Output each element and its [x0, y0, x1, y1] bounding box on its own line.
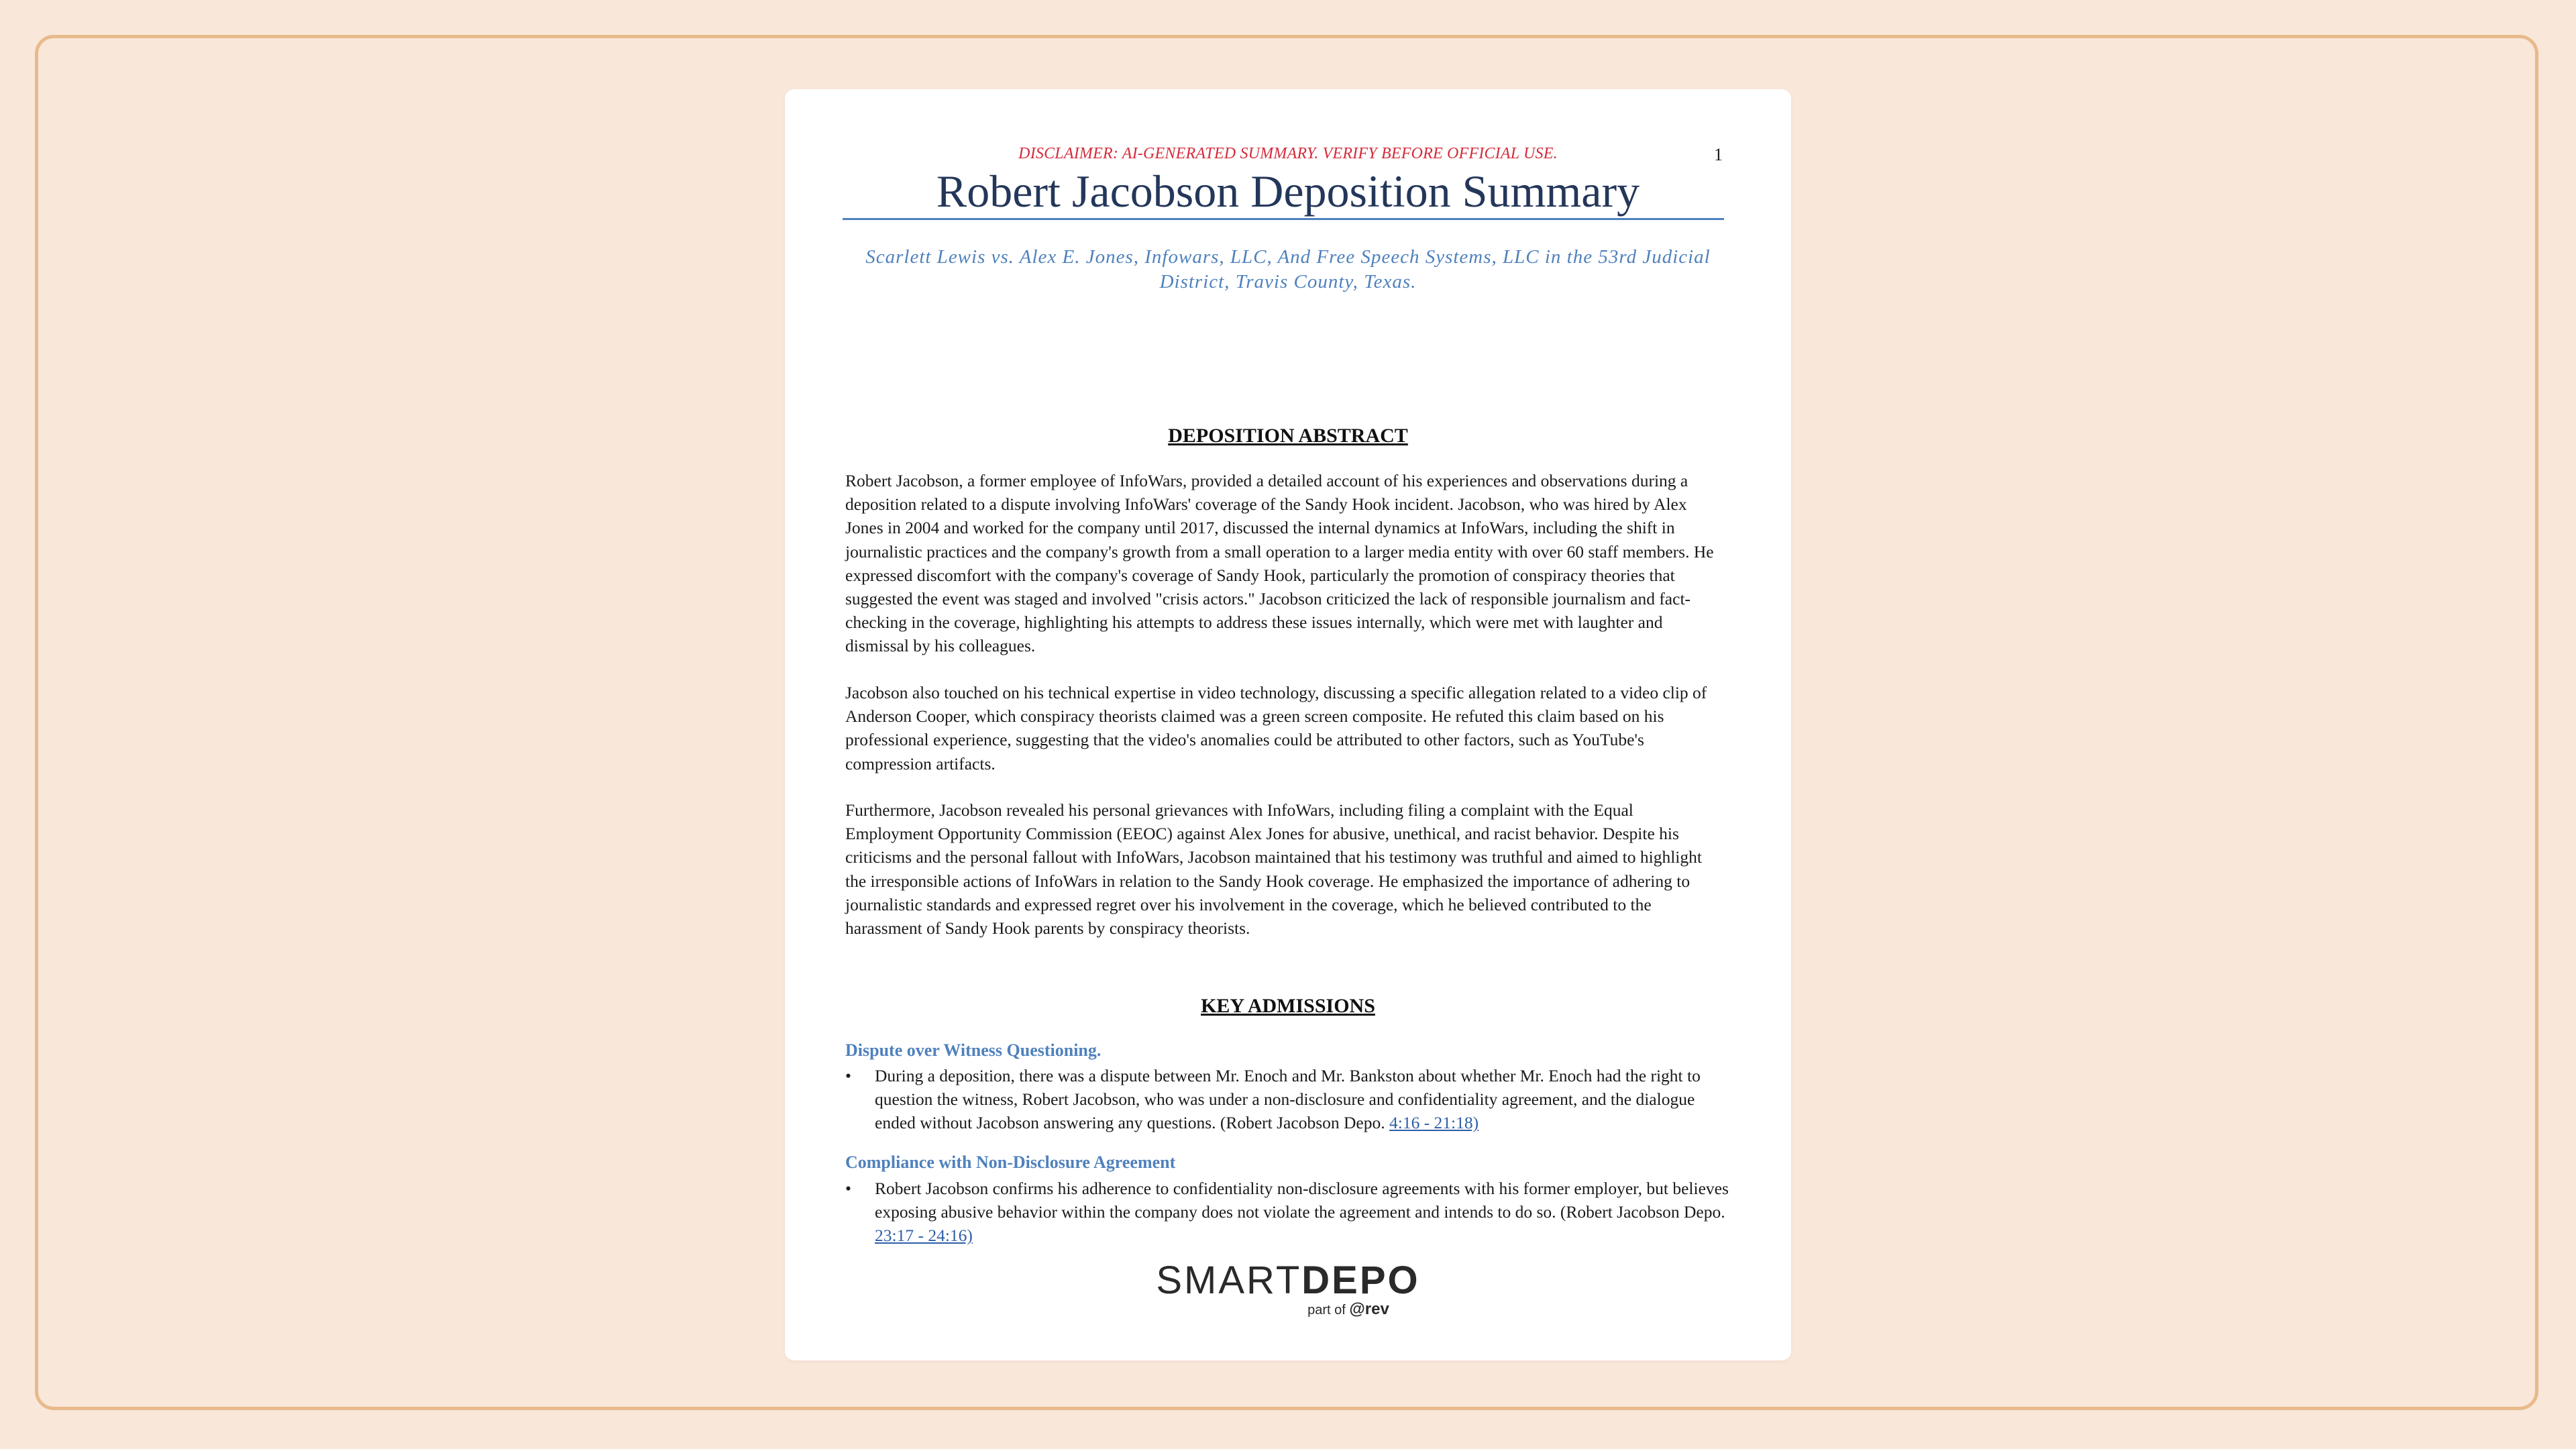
abstract-paragraph-1: Robert Jacobson, a former employee of InfoWars, provided a detailed account of his experiences and observations during a deposition related to a dispute involving InfoWars' coverage of the Sandy Hook incident. Jacobson, who was hired by Alex Jones in 2004 and worked for the company until 2017, discussed the internal dynamics at InfoWars, including the shift in journalistic practices and the company's growth from a small operation to a larger media entity with over 60 staff members. He expressed discomfort with the company's coverage of Sandy Hook, particularly the promotion of conspiracy theories that suggested the event was staged and involved "crisis actors." Jacobson criticized the lack of responsible journalism and fact-checking in the coverage, highlighting his attempts to address these issues internally, which were met with laughter and dismissal by his colleagues. [845, 471, 1714, 656]
admission-heading-2: Compliance with Non-Disclosure Agreement [845, 1152, 1176, 1172]
document-title: Robert Jacobson Deposition Summary [936, 166, 1640, 217]
logo-part-of: part of [1307, 1303, 1346, 1318]
logo-depo: DEPO [1301, 1258, 1420, 1302]
page-number: 1 [1714, 145, 1723, 164]
citation-link-1[interactable]: 4:16 - 21:18) [1389, 1113, 1479, 1133]
deposition-abstract-heading: DEPOSITION ABSTRACT [1168, 425, 1408, 447]
admission-heading-1: Dispute over Witness Questioning. [845, 1040, 1102, 1060]
abstract-paragraph-3: Furthermore, Jacobson revealed his personal grievances with InfoWars, including filing a complaint with the Equal Employment Opportunity Commission (EEOC) against Alex Jones for abusive, unethical, and racist behavior. Despite his criticisms and the personal fallout with InfoWars, Jacobson maintained that his testimony was truthful and aimed to highlight the irresponsible actions of InfoWars in relation to the Sandy Hook coverage. He emphasized the importance of adhering to journalistic standards and expressed regret over his involvement in the coverage, which he believed contributed to the harassment of Sandy Hook parents by conspiracy theorists. [845, 800, 1702, 938]
admission-text-1 [875, 1064, 1731, 1135]
admission-body-2: Robert Jacobson confirms his adherence to confidentiality non-disclosure agreements with his former employer, but believes exposing abusive behavior within the company does not violate the agreement and intends to do so. (Robert Jacobson Depo. [875, 1179, 1729, 1222]
admission-text-2 [875, 1177, 1731, 1248]
admission-bullet-2 [845, 1177, 1731, 1248]
bullet-marker: • [845, 1066, 851, 1085]
smartdepo-logo [785, 1260, 1791, 1319]
logo-tagline [906, 1301, 1791, 1319]
disclaimer-text: DISCLAIMER: AI-GENERATED SUMMARY. VERIFY BEFORE OFFICIAL USE. [1018, 145, 1558, 162]
key-admissions-heading: KEY ADMISSIONS [1201, 995, 1375, 1017]
title-divider [843, 218, 1724, 220]
citation-link-2[interactable]: 23:17 - 24:16) [875, 1226, 973, 1246]
bullet-marker: • [845, 1179, 851, 1198]
document-page [785, 89, 1791, 1360]
logo-smart: SMART [1156, 1258, 1302, 1302]
logo-wordmark [785, 1260, 1791, 1301]
admission-body-1: During a deposition, there was a dispute between Mr. Enoch and Mr. Bankston about whether Mr. Enoch had the right to question the witness, Robert Jacobson, who was under a non-disclosure and confidentiality agreement, and the dialogue ended without Jacobson answering any questions. (Robert Jacobson Depo. [875, 1066, 1701, 1133]
case-caption: Scarlett Lewis vs. Alex E. Jones, Infowars, LLC, And Free Speech Systems, LLC in the 53rd Judicial District, Travis County, Texas. [865, 246, 1711, 292]
admission-bullet-1 [845, 1064, 1731, 1135]
abstract-paragraph-2: Jacobson also touched on his technical expertise in video technology, discussing a specific allegation related to a video clip of Anderson Cooper, which conspiracy theorists claimed was a green screen composite. He refuted this claim based on his professional experience, suggesting that the video's anomalies could be attributed to other factors, such as YouTube's compression artifacts. [845, 683, 1707, 773]
logo-rev: @rev [1349, 1300, 1389, 1318]
